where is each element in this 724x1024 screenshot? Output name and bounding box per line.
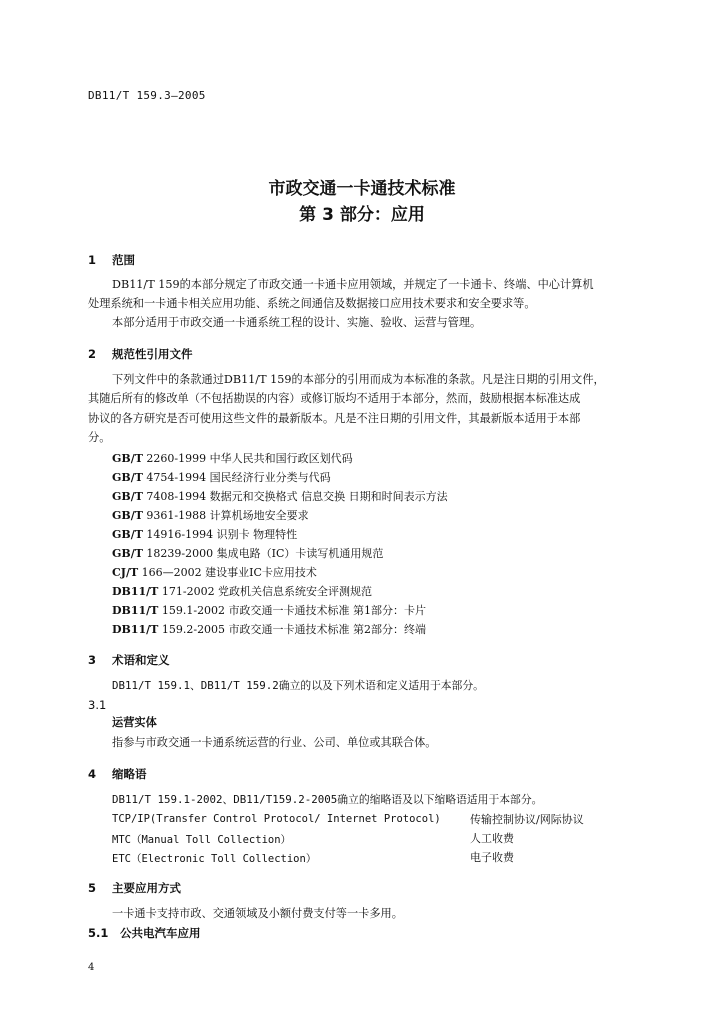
reference-item [112,488,448,504]
reference-text: 171-2002 党政机关信息系统安全评测规范 [158,585,373,598]
reference-item [112,526,297,542]
paragraph-line: 下列文件中的条款通过DB11/T 159的本部分的引用而成为本标准的条款。凡是注日期的引用文件， [112,373,605,386]
section-title: 主要应用方式 [112,881,182,895]
section-2-heading [88,346,193,362]
reference-code: DB11/T [112,623,159,636]
section-number: 5 [88,881,97,895]
reference-text: 4754-1994 国民经济行业分类与代码 [142,471,331,484]
term-title: 运营实体 [112,716,157,729]
reference-item [112,621,426,637]
subsection-number: 5.1 [88,926,109,940]
reference-item [112,545,383,561]
reference-text: 159.1-2002 市政交通一卡通技术标准 第1部分：卡片 [158,604,427,617]
reference-text: 2260-1999 中华人民共和国行政区划代码 [142,452,353,465]
reference-item [112,602,426,618]
term-definition: 指参与市政交通一卡通系统运营的行业、公司、单位或其联合体。 [112,736,437,749]
section-title: 范围 [112,253,136,267]
abbreviation-meaning: 传输控制协议/网际协议 [470,813,584,826]
reference-code: GB/T [112,509,143,522]
paragraph-line: DB11/T 159.1、DB11/T 159.2确立的以及下列术语和定义适用于本部分。 [112,679,484,692]
subsection-title: 公共电汽车应用 [120,926,201,940]
paragraph-line: 协议的各方研究是否可使用这些文件的最新版本。凡是不注日期的引用文件，其最新版本适用于本部 [88,412,581,425]
section-title: 缩略语 [112,767,147,781]
reference-code: DB11/T [112,604,159,617]
reference-text: 166—2002 建设事业IC卡应用技术 [138,566,317,579]
section-title: 术语和定义 [112,653,170,667]
section-number: 1 [88,253,97,267]
section-number: 3 [88,653,97,667]
reference-text: 7408-1994 数据元和交换格式 信息交换 日期和时间表示方法 [142,490,448,503]
reference-item [112,583,372,599]
paragraph-line: DB11/T 159.1-2002、DB11/T159.2-2005确立的缩略语及以下缩略语适用于本部分。 [112,793,543,806]
reference-code: GB/T [112,471,143,484]
reference-item [112,450,353,466]
paragraph-line: DB11/T 159的本部分规定了市政交通一卡通卡应用领域，并规定了一卡通卡、终端、中心计算机 [112,278,594,291]
paragraph-line: 处理系统和一卡通卡相关应用功能、系统之间通信及数据接口应用技术要求和安全要求等。 [88,297,536,310]
reference-text: 159.2-2005 市政交通一卡通技术标准 第2部分：终端 [158,623,427,636]
paragraph-line: 本部分适用于市政交通一卡通系统工程的设计、实施、验收、运营与管理。 [112,316,482,329]
reference-code: DB11/T [112,585,159,598]
reference-code: GB/T [112,528,143,541]
paragraph-line: 分。 [88,431,111,444]
page-number: 4 [88,962,95,973]
reference-text: 18239-2000 集成电路（IC）卡读写机通用规范 [142,547,384,560]
abbreviation-term: MTC（Manual Toll Collection） [112,834,292,846]
paragraph-line: 其随后所有的修改单（不包括勘误的内容）或修订版均不适用于本部分，然而，鼓励根据本标准达成 [88,392,581,405]
reference-code: GB/T [112,547,143,560]
document-subtitle: 第 3 部分：应用 [299,205,425,225]
section-1-heading [88,252,135,268]
reference-item [112,564,317,580]
document-title: 市政交通一卡通技术标准 [268,179,456,199]
section-5-heading [88,880,181,896]
reference-code: CJ/T [112,566,139,579]
section-number: 2 [88,347,97,361]
reference-text: 9361-1988 计算机场地安全要求 [142,509,309,522]
subsection-5-1-heading [88,925,201,941]
paragraph-line: 一卡通卡支持市政、交通领域及小额付费支付等一卡多用。 [112,907,403,920]
reference-item [112,469,331,485]
subsection-3-1-number: 3.1 [88,698,107,712]
section-4-heading [88,766,147,782]
reference-code: GB/T [112,452,143,465]
reference-text: 14916-1994 识别卡 物理特性 [142,528,298,541]
document-code: DB11/T 159.3—2005 [88,89,206,102]
section-3-heading [88,652,170,668]
section-title: 规范性引用文件 [112,347,193,361]
section-number: 4 [88,767,97,781]
abbreviation-term: ETC（Electronic Toll Collection） [112,853,317,865]
reference-item [112,507,309,523]
abbreviation-meaning: 电子收费 [470,851,514,864]
abbreviation-term: TCP/IP(Transfer Control Protocol/ Internet Protocol) [112,813,441,825]
abbreviation-meaning: 人工收费 [470,832,514,845]
reference-code: GB/T [112,490,143,503]
